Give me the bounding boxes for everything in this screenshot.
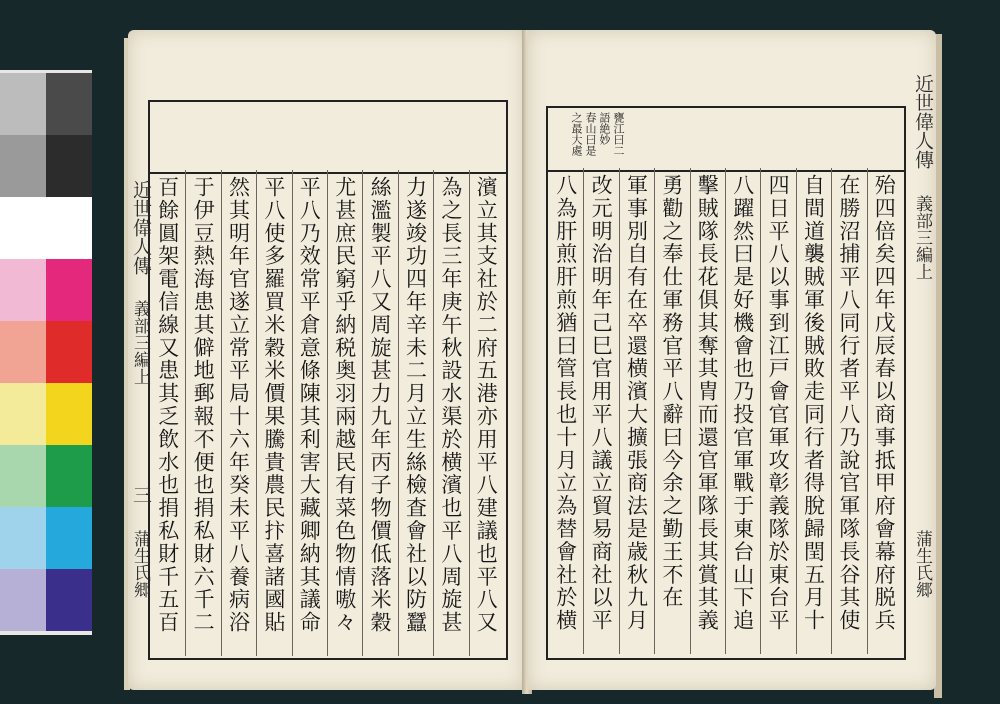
- text-column: 百餘圓架電信線又患其乏飲水也捐私財千五百: [155, 176, 180, 634]
- left-page: [128, 30, 524, 690]
- column-divider: [619, 168, 620, 654]
- text-column: 為之長三年庚午秋設水渠於横濱也平八周旋甚: [438, 176, 463, 634]
- calibration-swatch: [46, 507, 92, 569]
- text-column: 改元明治明年己巳官用平八議立貿易商社以平: [589, 174, 614, 632]
- text-column: 八為肝煎肝煎猶曰管長也十月立為替會社於横: [553, 174, 578, 632]
- text-column: 平八使多羅買米穀米價果騰貴農民抃喜諸國貼: [261, 176, 286, 634]
- text-column: 絲濫製平八又周旋甚力九年丙子物價低落米穀: [368, 176, 393, 634]
- right-margin-volume: 義部三編上: [912, 195, 932, 280]
- calibration-swatch: [46, 259, 92, 321]
- calibration-swatch: [0, 73, 46, 135]
- text-column: 然其明年官遂立常平局十六年癸未平八養病浴: [226, 176, 251, 634]
- text-column: 于伊豆熱海患其僻地郵報不便也捐私財六千二: [191, 176, 216, 634]
- calibration-swatch: [46, 197, 92, 259]
- text-column: 勇勸之奉仕軍務官平八辭曰今余之勤王不在: [659, 174, 684, 610]
- calibration-swatch: [0, 445, 46, 507]
- calibration-swatch: [46, 135, 92, 197]
- right-margin-name: 蒲生氏郷: [912, 530, 932, 598]
- calibration-swatch: [46, 445, 92, 507]
- calibration-swatch: [0, 135, 46, 197]
- text-column: 濱立其支社於二府五港亦用平八建議也平八又: [474, 176, 499, 634]
- calibration-swatch: [0, 197, 46, 259]
- text-column: 在勝沼捕平八同行者平八乃說官軍隊長谷其使: [836, 174, 861, 632]
- calibration-swatch: [0, 507, 46, 569]
- text-column: 八躍然曰是好機會也乃投官軍戰于東台山下追: [730, 174, 755, 632]
- column-divider: [760, 168, 761, 654]
- column-divider: [327, 170, 328, 656]
- column-divider: [398, 170, 399, 656]
- header-note: 語絶妙: [598, 112, 611, 145]
- calibration-swatch: [0, 259, 46, 321]
- calibration-swatch: [46, 73, 92, 135]
- column-divider: [185, 170, 186, 656]
- column-divider: [867, 168, 868, 654]
- color-calibration-chart: [0, 70, 92, 635]
- left-margin-name: 蒲生氏郷: [130, 530, 150, 598]
- header-note: 之最大處: [570, 112, 583, 156]
- calibration-swatch: [46, 569, 92, 631]
- text-column: 四日平八以事到江戸會官軍攻彰義隊於東台平: [766, 174, 791, 632]
- text-column: 擊賊隊長花俱其奪其胄而還官軍隊長其賞其義: [695, 174, 720, 632]
- calibration-swatch: [0, 383, 46, 445]
- text-column: 平八乃效常平倉意條陳其利害大藏卿納其議命: [297, 176, 322, 634]
- left-margin-title: 近世偉人傳: [130, 180, 152, 275]
- column-divider: [796, 168, 797, 654]
- column-divider: [583, 168, 584, 654]
- text-column: 殆四倍矣四年戊辰春以商事抵甲府會幕府脱兵: [872, 174, 897, 632]
- calibration-swatch: [0, 321, 46, 383]
- column-divider: [221, 170, 222, 656]
- calibration-swatch: [0, 569, 46, 631]
- column-divider: [690, 168, 691, 654]
- column-divider: [433, 170, 434, 656]
- column-divider: [725, 168, 726, 654]
- text-column: 尤甚庶民窮乎納税奥羽兩越民有菜色物情嗷々: [332, 176, 357, 634]
- text-column: 軍事別自有在卒還横濱大擴張商法是歳秋九月: [624, 174, 649, 632]
- column-divider: [654, 168, 655, 654]
- open-book: [128, 30, 942, 698]
- calibration-swatch: [46, 383, 92, 445]
- column-divider: [469, 170, 470, 656]
- column-divider: [362, 170, 363, 656]
- header-note: 春山曰是: [584, 112, 597, 156]
- text-column: 自間道襲賊軍後賊敗走同行者得脫歸閏五月十: [801, 174, 826, 632]
- left-margin-volume: 義部三編上: [130, 300, 150, 385]
- column-divider: [256, 170, 257, 656]
- right-margin-title: 近世偉人傳: [912, 74, 934, 169]
- right-page: [528, 30, 936, 690]
- column-divider: [292, 170, 293, 656]
- calibration-swatch: [46, 321, 92, 383]
- text-column: 力遂竣功四年辛未二月立生絲檢査會社以防蠶: [403, 176, 428, 634]
- column-divider: [831, 168, 832, 654]
- header-note: 甕江曰二: [612, 112, 625, 156]
- left-margin-page-number: 三: [130, 485, 152, 504]
